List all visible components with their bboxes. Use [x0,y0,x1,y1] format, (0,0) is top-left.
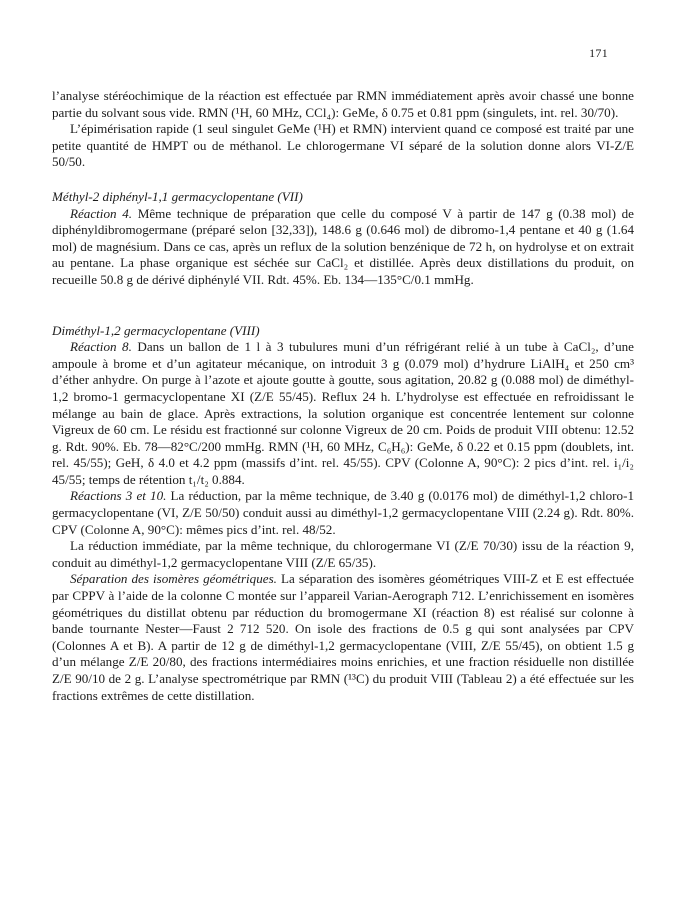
reaction-8-text: Dans un ballon de 1 l à 3 tubulures muni d’un réfrigérant relié à un tube à CaCl₂, d’une ampoule à brome et d’un agitateur mécanique, on introduit 3 g (0.079 mol) d’hydrure LiAlH₄ et 250 cm³ d’éther anhydre. On purge à l’azote et ajoute goutte à goutte, sous agitation, 20.82 g (0.088 mol) de diméthyl-1,2 bromo-1 germacyclopentane XI (Z/E 55/45). Reflux 24 h. L’hydrolyse est effectuée en refroidissant le mélange au bain de glace. Après extractions, la solution organique est concentrée lentement sur colonne Vigreux de 60 cm. Le résidu est fractionné sur colonne Vigreux de 20 cm. Poids de produit VIII obtenu: 12.52 g. Rdt. 90%. Eb. 78—82°C/200 mmHg. RMN (¹H, 60 MHz, C₆H₆): GeMe, δ 0.22 et 0.15 ppm (doublets, int. rel. 45/55); GeH, δ 4.0 et 4.2 ppm (massifs d’int. rel. 45/55). CPV (Colonne A, 90°C): 2 pics d’int. rel. i₁/i₂ 45/55; temps de rétention t₁/t₂ 0.884. [52,339,634,487]
page-body [52,88,634,704]
paragraph-separation [52,571,634,704]
page-number: 171 [589,46,608,60]
paragraph-reduction: La réduction immédiate, par la même technique, du chlorogermane VI (Z/E 70/30) issu de la réaction 9, conduit au diméthyl-1,2 germacyclopentane VIII (Z/E 65/35). [52,538,634,570]
paragraph-intro-2: L’épimérisation rapide (1 seul singulet GeMe (¹H) et RMN) intervient quand ce composé est traité par une petite quantité de HMPT ou de méthanol. Le chlorogermane VI séparé de la solution donne alors VI-Z/E 50/50. [52,121,634,170]
section-title-vii: Méthyl-2 diphényl-1,1 germacyclopentane (VII) [52,188,303,204]
section-title-viii: Diméthyl-1,2 germacyclopentane (VIII) [52,322,260,338]
separation-label: Séparation des isomères géométriques. [70,571,277,587]
paragraph-reaction-4 [52,206,634,289]
reaction-8-label: Réaction 8. [70,339,132,355]
reactions-3-10-label: Réactions 3 et 10. [70,488,167,504]
reactions-3-10-text: La réduction, par la même technique, de 3.40 g (0.0176 mol) de diméthyl-1,2 chloro-1 germacyclopentane (VI, Z/E 50/50) conduit aussi au diméthyl-1,2 germacyclopentane VIII (2.24 g). Rdt. 80%. CPV (Colonne A, 90°C): mêmes pics d’int. rel. 48/52. [52,488,634,537]
reaction-4-text: Même technique de préparation que celle du composé V à partir de 147 g (0.38 mol) de diphényldibromogermane (préparé selon [32,33]), 148.6 g (0.646 mol) de dibromo-1,4 pentane et 40 g (1.64 mol) de magnésium. Dans ce cas, après un reflux de la solution benzénique de 72 h, on hydrolyse et on extrait au pentane. La phase organique est séchée sur CaCl₂ et distillée. Après deux distillations du produit, on recueille 50.8 g de dérivé diphénylé VII. Rdt. 45%. Eb. 134—135°C/0.1 mmHg. [52,205,634,287]
paragraph-reaction-8 [52,339,634,488]
separation-text: La séparation des isomères géométriques VIII-Z et E est effectuée par CPPV à l’aide de la colonne C montée sur l’appareil Varian-Aerograph 712. L’enrichissement en isomères géométriques du distillat obtenu par réduction du bromogermane XI (réaction 8) est réalisé sur colonne à bande tournante Nester—Faust 2 712 520. On isole des fractions de 0.5 g qui sont analysées par CPV (Colonnes A et B). A partir de 12 g de diméthyl-1,2 germacyclopentane (VIII, Z/E 55/45), on obtient 1.5 g d’un mélange Z/E 20/80, des fractions intermédiaires moins enrichies, et une fraction résiduelle non distillée Z/E 90/10 de 2 g. L’analyse spectrométrique par RMN (¹³C) du produit VIII (Tableau 2) a été effectuée sur les fractions extrêmes de cette distillation. [52,571,634,703]
reaction-4-label: Réaction 4. [70,205,133,221]
paragraph-intro-1: l’analyse stéréochimique de la réaction est effectuée par RMN immédiatement après avoir chassé une bonne partie du solvant sous vide. RMN (¹H, 60 MHz, CCl₄): GeMe, δ 0.75 et 0.81 ppm (singulets, int. rel. 30/70). [52,88,634,120]
paragraph-reactions-3-10 [52,488,634,538]
